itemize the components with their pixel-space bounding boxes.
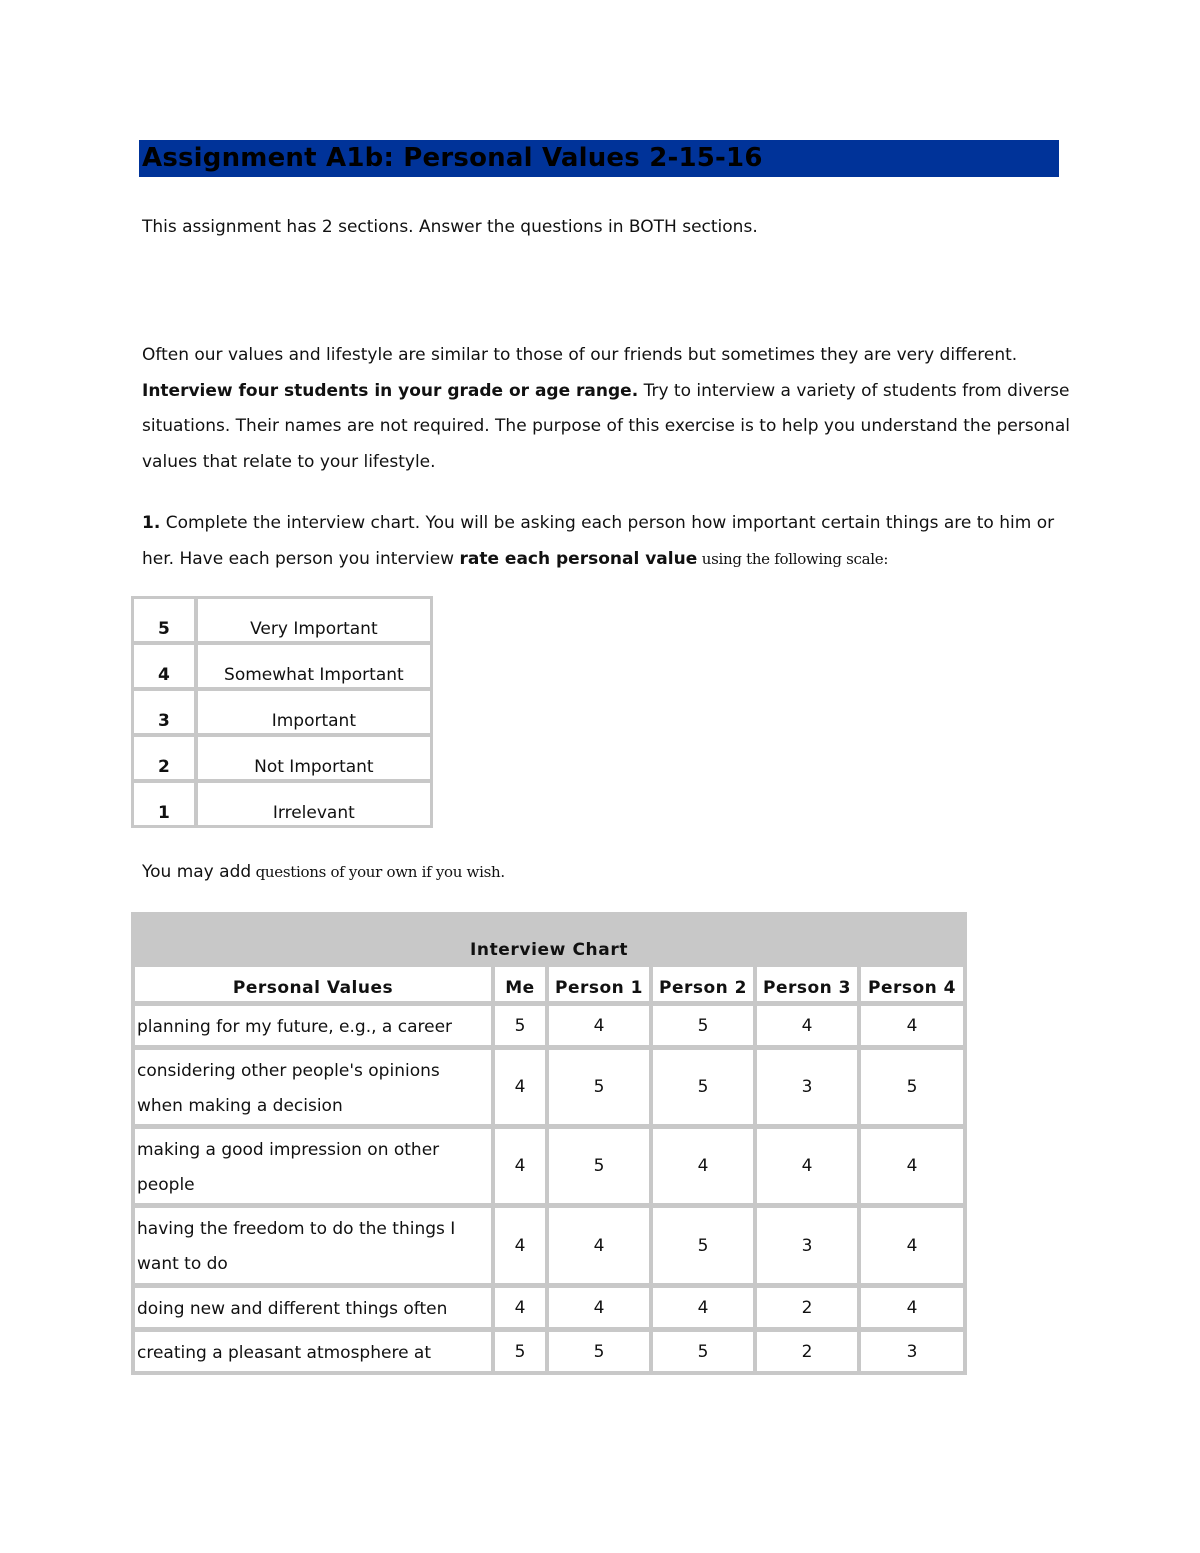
scale-label: Irrelevant xyxy=(272,803,355,823)
personal-value-cell: doing new and different things often xyxy=(135,1288,495,1332)
chart-header-row xyxy=(135,962,963,1006)
header-person-1: Person 1 xyxy=(549,962,653,1006)
scale-number: 1 xyxy=(134,783,198,825)
header-person-4: Person 4 xyxy=(861,962,963,1006)
score-cell: 5 xyxy=(653,1006,757,1050)
score-cell: 4 xyxy=(757,1006,861,1050)
intro-text: This assignment has 2 sections. Answer the questions in BOTH sections. xyxy=(142,217,758,237)
personal-value-cell: having the freedom to do the things I want to do xyxy=(135,1208,495,1288)
scale-row xyxy=(134,645,430,691)
header-person-2: Person 2 xyxy=(653,962,757,1006)
table-row xyxy=(135,1208,963,1288)
score-cell: 4 xyxy=(549,1006,653,1050)
table-row xyxy=(135,1129,963,1208)
add-questions-tail: questions of your own if you wish. xyxy=(251,863,505,881)
score-cell: 5 xyxy=(549,1050,653,1129)
header-me: Me xyxy=(495,962,549,1006)
personal-value-cell: creating a pleasant atmosphere at xyxy=(135,1332,495,1371)
score-cell: 5 xyxy=(861,1050,963,1129)
chart-caption-text: Interview Chart xyxy=(469,940,629,960)
score-cell: 4 xyxy=(653,1288,757,1332)
title-banner xyxy=(139,140,1059,177)
scale-label: Not Important xyxy=(198,737,430,783)
score-cell: 3 xyxy=(906,1341,918,1362)
score-cell: 4 xyxy=(495,1050,549,1129)
score-cell: 4 xyxy=(495,1288,549,1332)
score-cell: 4 xyxy=(861,1006,963,1050)
score-cell: 4 xyxy=(653,1129,757,1208)
scale-number: 4 xyxy=(134,645,198,691)
score-cell: 5 xyxy=(549,1332,653,1371)
interview-chart-table xyxy=(131,912,967,1375)
question-1-bold: rate each personal value xyxy=(459,548,698,569)
score-cell: 2 xyxy=(757,1288,861,1332)
scale-label: Important xyxy=(198,691,430,737)
personal-value-cell: planning for my future, e.g., a career xyxy=(135,1006,495,1050)
table-row xyxy=(135,1288,963,1332)
score-cell: 3 xyxy=(757,1208,861,1288)
score-cell: 5 xyxy=(653,1050,757,1129)
personal-value-cell: making a good impression on other people xyxy=(135,1129,495,1208)
score-cell: 3 xyxy=(757,1050,861,1129)
question-1 xyxy=(142,506,1072,577)
header-personal-values: Personal Values xyxy=(135,962,495,1006)
personal-value-cell: considering other people's opinions when making a decision xyxy=(135,1050,495,1129)
scale-row xyxy=(134,599,430,645)
scale-row xyxy=(134,691,430,737)
scale-row xyxy=(134,783,430,825)
instructions-part1: Often our values and lifestyle are similar to those of our friends but sometimes they are very different. xyxy=(142,345,1018,365)
score-cell: 2 xyxy=(757,1332,861,1371)
score-cell: 4 xyxy=(757,1129,861,1208)
scale-label: Somewhat Important xyxy=(198,645,430,691)
scale-number: 2 xyxy=(134,737,198,783)
score-cell: 5 xyxy=(653,1332,757,1371)
page-title: Assignment A1b: Personal Values 2-15-16 xyxy=(142,143,763,173)
question-1-number: 1. xyxy=(142,513,161,533)
instructions-paragraph xyxy=(142,338,1072,480)
score-cell: 4 xyxy=(495,1129,549,1208)
scale-number: 5 xyxy=(134,599,198,645)
scale-row xyxy=(134,737,430,783)
instructions-bold: Interview four students in your grade or age range. xyxy=(142,380,639,401)
score-cell: 5 xyxy=(495,1006,549,1050)
question-1-tail: using the following scale: xyxy=(697,549,889,568)
score-cell: 4 xyxy=(861,1208,963,1288)
question-1-text: Complete the interview chart. You will be asking each person how important certain things are to him or her. Have each person you interview xyxy=(142,513,1055,569)
header-person-3: Person 3 xyxy=(757,962,861,1006)
score-cell: 4 xyxy=(549,1288,653,1332)
score-cell: 5 xyxy=(549,1129,653,1208)
table-row xyxy=(135,1006,963,1050)
score-cell: 4 xyxy=(861,1288,963,1332)
add-questions-note xyxy=(142,862,505,882)
chart-caption xyxy=(135,916,963,962)
scale-label: Very Important xyxy=(198,599,430,645)
score-cell: 4 xyxy=(861,1129,963,1208)
table-row xyxy=(135,1332,963,1371)
add-questions-lead: You may add xyxy=(142,862,252,882)
score-cell: 5 xyxy=(653,1208,757,1288)
instructions-part2: Try to interview a variety of students from diverse situations. Their names are not required. The purpose of this exercise is to help you understand the personal values that relate to your lifestyle. xyxy=(142,380,1070,472)
score-cell: 4 xyxy=(495,1208,549,1288)
rating-scale-table xyxy=(131,596,433,828)
chart-caption-row xyxy=(135,916,963,962)
score-cell: 5 xyxy=(495,1332,549,1371)
table-row xyxy=(135,1050,963,1129)
scale-number: 3 xyxy=(134,691,198,737)
score-cell: 4 xyxy=(549,1208,653,1288)
